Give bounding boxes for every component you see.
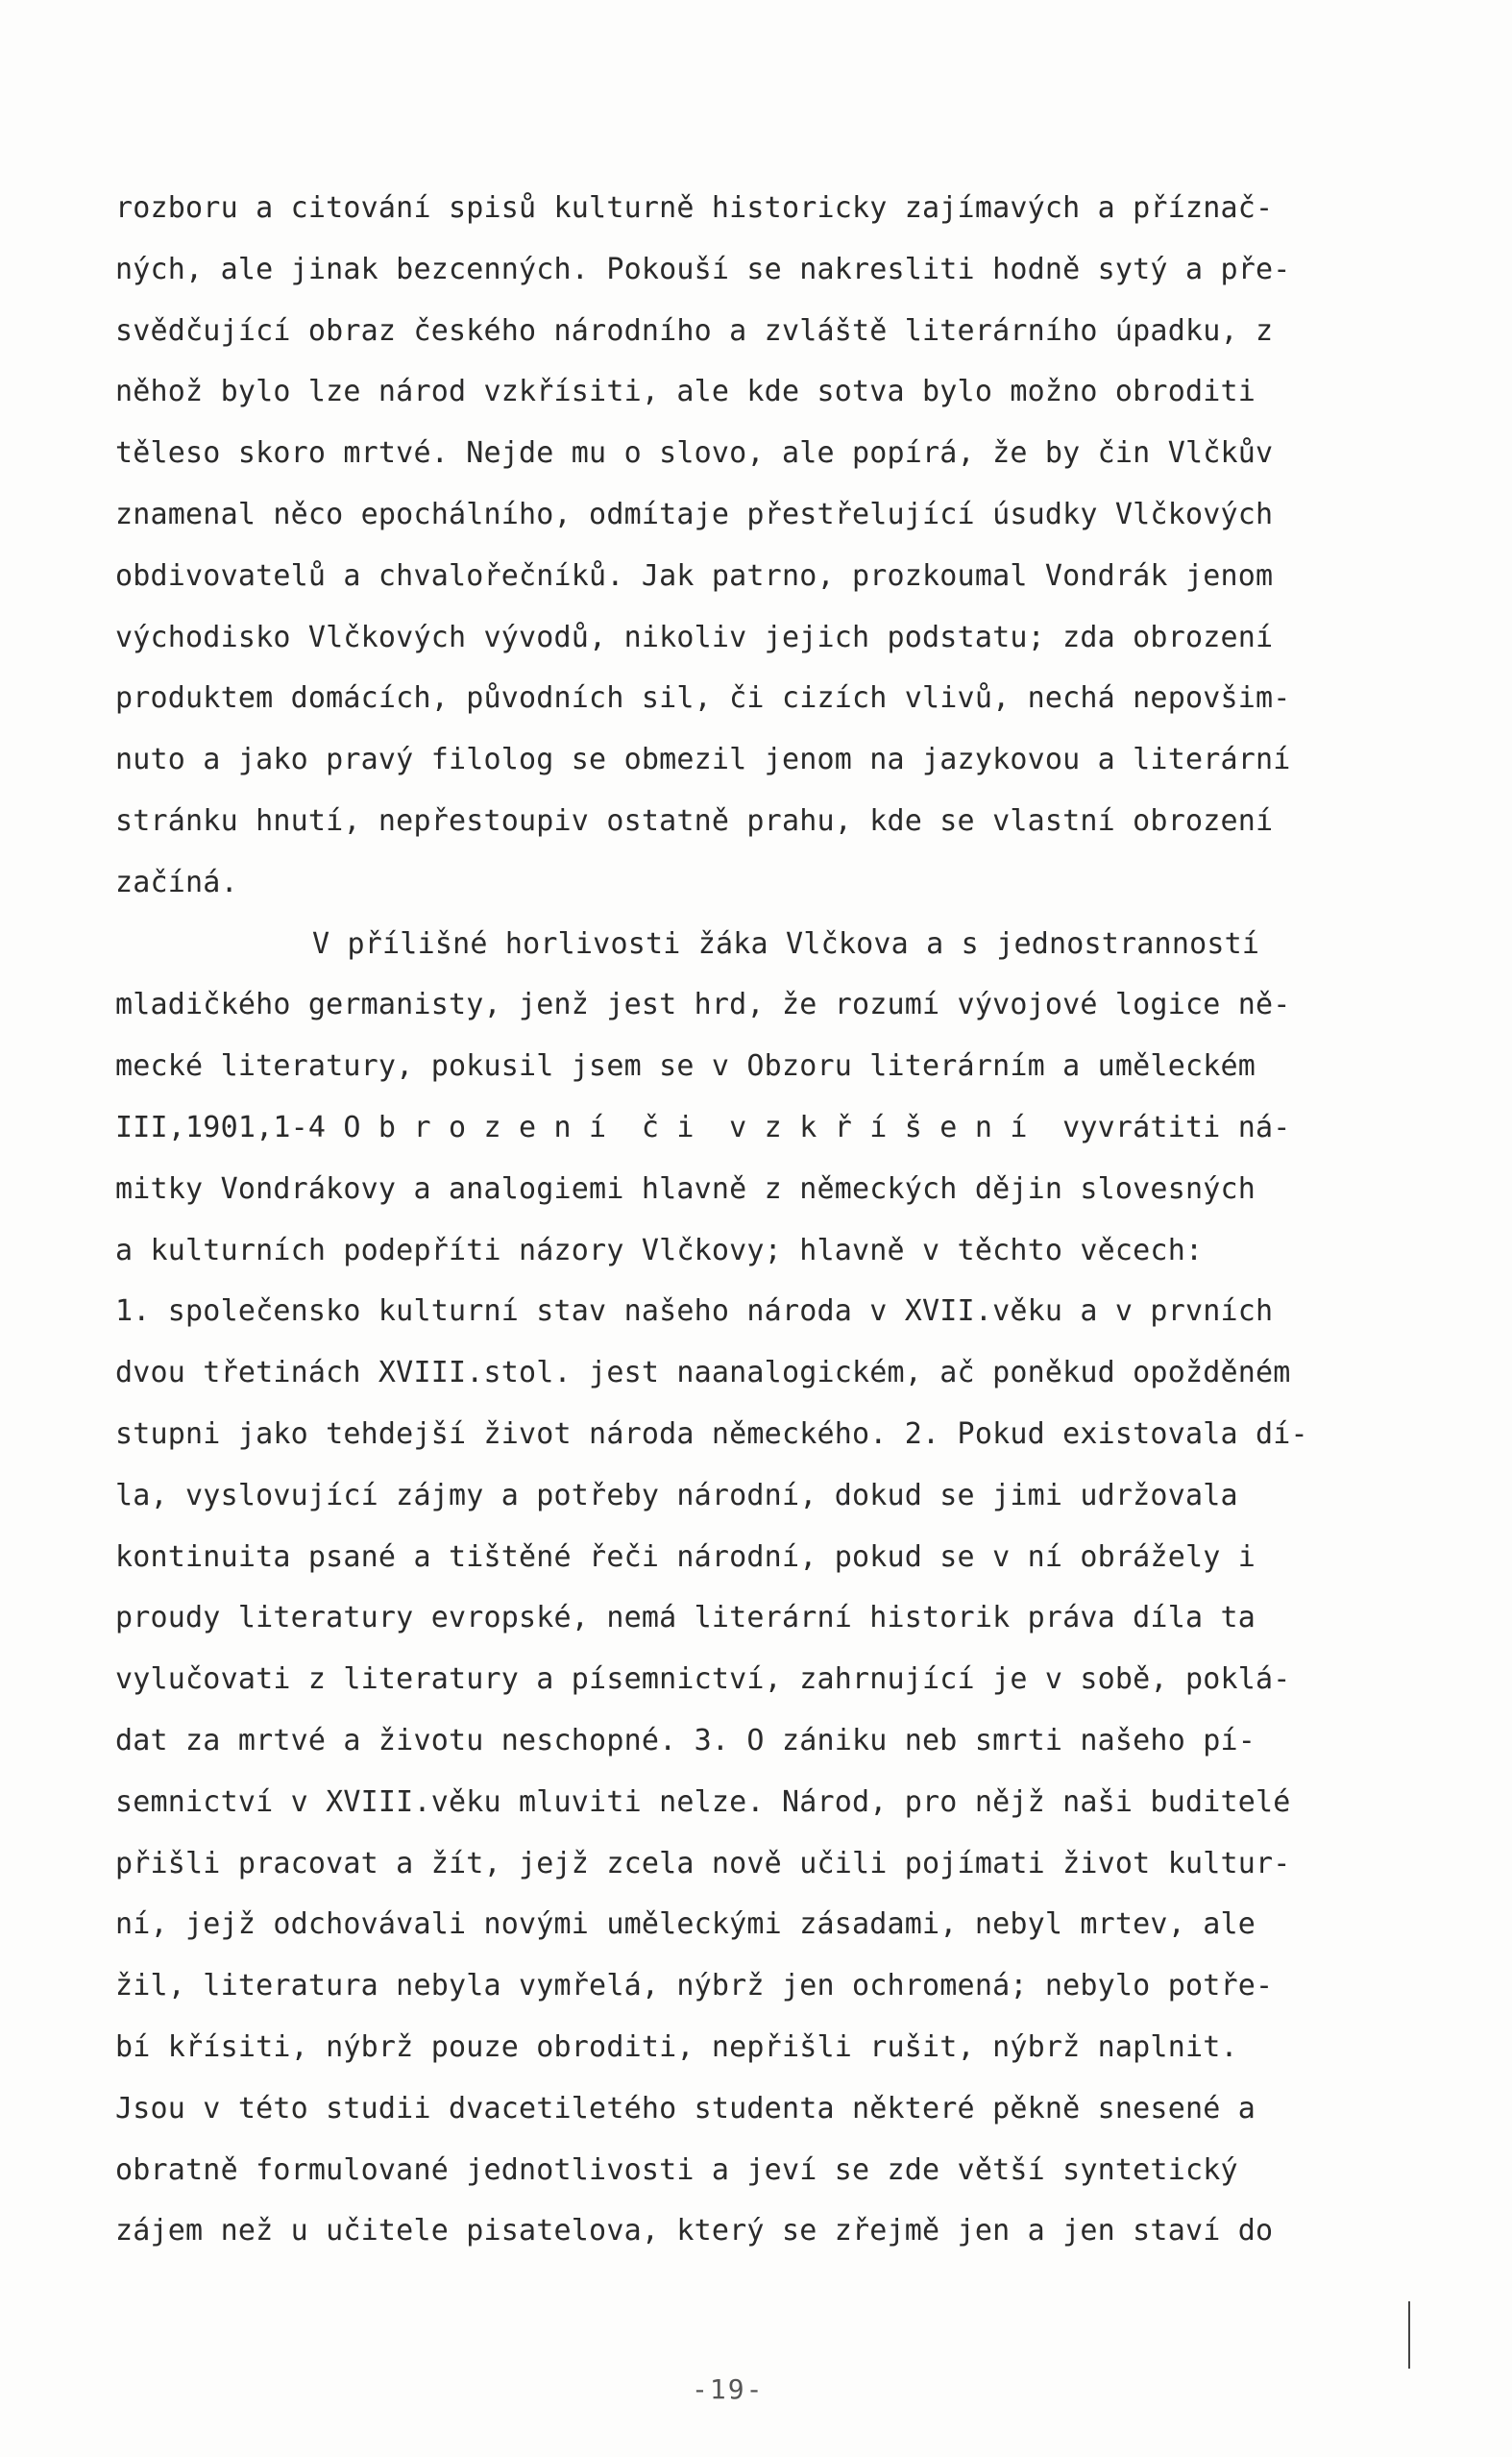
paragraph-2-line: III,1901,1-4 O b r o z e n í č i v z k ř í š e n í vyvrátiti ná- xyxy=(115,1110,1291,1144)
paragraph-1-line: rozboru a citování spisů kulturně historicky zajímavých a příznač- xyxy=(115,191,1274,225)
paragraph-2-line: V přílišné horlivosti žáka Vlčkova a s jednostranností xyxy=(312,926,1260,961)
paragraph-1-line: stránku hnutí, nepřestoupiv ostatně prahu, kde se vlastní obrození xyxy=(115,803,1274,838)
paragraph-2-line: stupni jako tehdejší život národa německého. 2. Pokud existovala dí- xyxy=(115,1416,1308,1451)
paragraph-1-line: začíná. xyxy=(115,865,238,899)
paragraph-1-line: něhož bylo lze národ vzkřísiti, ale kde sotva bylo možno obroditi xyxy=(115,375,1256,409)
paragraph-2-line: Jsou v této studii dvacetiletého studenta některé pěkně snesené a xyxy=(115,2091,1256,2125)
paragraph-2-line: proudy literatury evropské, nemá literární historik práva díla ta xyxy=(115,1601,1256,1635)
paragraph-2-line: kontinuita psané a tištěné řeči národní, pokud se v ní obrážely i xyxy=(115,1539,1256,1574)
paragraph-2-line: žil, literatura nebyla vymřelá, nýbrž jen ochromená; nebylo potře- xyxy=(115,1969,1274,2003)
page-number: -19- xyxy=(692,2373,765,2405)
paragraph-2-line: přišli pracovat a žít, jejž zcela nově učili pojímati život kultur- xyxy=(115,1846,1291,1880)
paragraph-2-line: mladičkého germanisty, jenž jest hrd, že rozumí vývojové logice ně- xyxy=(115,988,1291,1022)
paragraph-2-line: ní, jejž odchovávali novými uměleckými zásadami, nebyl mrtev, ale xyxy=(115,1907,1256,1942)
paragraph-2-line: 1. společensko kulturní stav našeho národa v XVII.věku a v prvních xyxy=(115,1294,1274,1329)
paragraph-1-line: svědčující obraz českého národního a zvláště literárního úpadku, z xyxy=(115,313,1274,348)
margin-mark xyxy=(1408,2301,1410,2369)
paragraph-2-line: mitky Vondrákovy a analogiemi hlavně z německých dějin slovesných xyxy=(115,1171,1256,1206)
paragraph-2-line: semnictví v XVIII.věku mluviti nelze. Národ, pro nějž naši buditelé xyxy=(115,1784,1291,1819)
paragraph-2-line: dvou třetinách XVIII.stol. jest naanalogickém, ač poněkud opožděném xyxy=(115,1356,1291,1390)
paragraph-2-line: zájem než u učitele pisatelova, který se zřejmě jen a jen staví do xyxy=(115,2214,1274,2248)
paragraph-1-line: východisko Vlčkových vývodů, nikoliv jejich podstatu; zda obrození xyxy=(115,620,1274,654)
paragraph-2-line: mecké literatury, pokusil jsem se v Obzoru literárním a uměleckém xyxy=(115,1049,1256,1084)
paragraph-2-line: bí křísiti, nýbrž pouze obroditi, nepřišli rušit, nýbrž naplnit. xyxy=(115,2029,1238,2064)
paragraph-2-line: dat za mrtvé a životu neschopné. 3. O zániku neb smrti našeho pí- xyxy=(115,1723,1256,1757)
paragraph-2-line: a kulturních podepříti názory Vlčkovy; hlavně v těchto věcech: xyxy=(115,1233,1204,1267)
paragraph-1-line: obdivovatelů a chvalořečníků. Jak patrno, prozkoumal Vondrák jenom xyxy=(115,558,1274,593)
paragraph-1-line: produktem domácích, původních sil, či cizích vlivů, nechá nepovšim- xyxy=(115,681,1291,716)
paragraph-2-line: vylučovati z literatury a písemnictví, zahrnující je v sobě, poklá- xyxy=(115,1662,1291,1697)
paragraph-2-line: la, vyslovující zájmy a potřeby národní, dokud se jimi udržovala xyxy=(115,1478,1238,1512)
paragraph-1-line: ných, ale jinak bezcenných. Pokouší se nakresliti hodně sytý a pře- xyxy=(115,252,1291,286)
paragraph-1-line: znamenal něco epochálního, odmítaje přestřelující úsudky Vlčkových xyxy=(115,497,1274,531)
body-text xyxy=(115,178,1422,2262)
paragraph-2-line: obratně formulované jednotlivosti a jeví se zde větší syntetický xyxy=(115,2152,1238,2187)
paragraph-1-line: nuto a jako pravý filolog se obmezil jenom na jazykovou a literární xyxy=(115,743,1291,777)
paragraph-1-line: těleso skoro mrtvé. Nejde mu o slovo, ale popírá, že by čin Vlčkův xyxy=(115,436,1274,471)
